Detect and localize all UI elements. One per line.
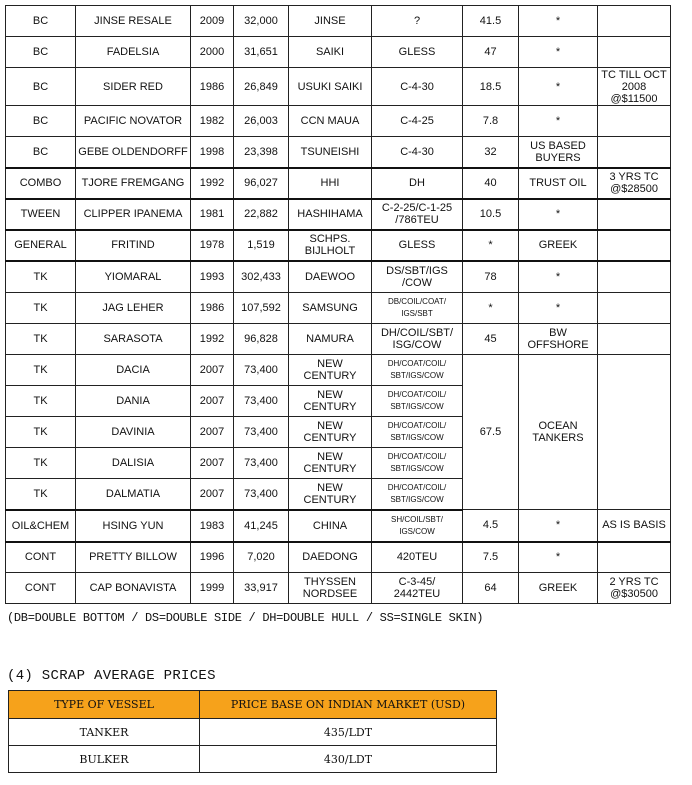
buyer-cell: TRUST OIL [519,168,598,199]
specification-cell: DH/COAT/COIL/ SBT/IGS/COW [372,355,463,386]
dwt-cell: 73,400 [234,448,289,479]
price-cell: 41.5 [463,6,519,37]
sale-row [6,137,671,168]
year-built-cell: 2007 [191,479,234,510]
price-cell: 47 [463,37,519,68]
vessel-type-cell: BC [6,37,76,68]
vessel-type-cell: COMBO [6,168,76,199]
vessel-type-cell: BULKER [9,746,200,773]
year-built-cell: 1982 [191,106,234,137]
buyer-cell: * [519,6,598,37]
sale-row [6,6,671,37]
price-cell: 4.5 [463,510,519,542]
shipyard-cell: DAEWOO [289,261,372,293]
remarks-cell [598,6,671,37]
vessel-name-cell: GEBE OLDENDORFF [76,137,191,168]
vessel-type-cell: BC [6,6,76,37]
year-built-cell: 2009 [191,6,234,37]
buyer-cell: GREEK [519,573,598,604]
dwt-cell: 96,027 [234,168,289,199]
indian-market-price-header: PRICE BASE ON INDIAN MARKET (USD) [200,691,497,719]
dwt-cell: 7,020 [234,542,289,573]
year-built-cell: 1992 [191,168,234,199]
dwt-cell: 302,433 [234,261,289,293]
shipyard-cell: CCN MAUA [289,106,372,137]
shipyard-cell: THYSSEN NORDSEE [289,573,372,604]
shipyard-cell: TSUNEISHI [289,137,372,168]
vessel-name-cell: DALMATIA [76,479,191,510]
buyer-cell: * [519,261,598,293]
sale-row [6,510,671,542]
buyer-cell: US BASED BUYERS [519,137,598,168]
remarks-cell [598,261,671,293]
price-cell: * [463,293,519,324]
vessel-name-cell: JAG LEHER [76,293,191,324]
shipyard-cell: NEW CENTURY [289,479,372,510]
specification-cell: C-4-30 [372,137,463,168]
year-built-cell: 1999 [191,573,234,604]
dwt-cell: 26,003 [234,106,289,137]
year-built-cell: 2007 [191,355,234,386]
vessel-type-header: TYPE OF VESSEL [9,691,200,719]
vessel-name-cell: FADELSIA [76,37,191,68]
sales-table [5,5,671,604]
year-built-cell: 1981 [191,199,234,230]
shipyard-cell: NEW CENTURY [289,417,372,448]
sale-row [6,542,671,573]
shipyard-cell: NEW CENTURY [289,448,372,479]
buyer-cell: * [519,106,598,137]
year-built-cell: 1983 [191,510,234,542]
shipyard-cell: JINSE [289,6,372,37]
year-built-cell: 1986 [191,68,234,106]
dwt-cell: 107,592 [234,293,289,324]
price-cell: 40 [463,168,519,199]
dwt-cell: 23,398 [234,137,289,168]
vessel-type-cell: CONT [6,542,76,573]
vessel-type-cell: BC [6,68,76,106]
remarks-cell: AS IS BASIS [598,510,671,542]
year-built-cell: 1986 [191,293,234,324]
dwt-cell: 96,828 [234,324,289,355]
vessel-name-cell: DALISIA [76,448,191,479]
scrap-price-cell: 435/LDT [200,719,497,746]
remarks-cell [598,37,671,68]
shipyard-cell: NEW CENTURY [289,386,372,417]
specification-cell: DS/SBT/IGS /COW [372,261,463,293]
remarks-cell [598,230,671,261]
specification-cell: DB/COIL/COAT/ IGS/SBT [372,293,463,324]
scrap-price-cell: 430/LDT [200,746,497,773]
year-built-cell: 2007 [191,386,234,417]
year-built-cell: 1998 [191,137,234,168]
vessel-name-cell: DACIA [76,355,191,386]
vessel-name-cell: HSING YUN [76,510,191,542]
shipyard-cell: NEW CENTURY [289,355,372,386]
remarks-cell: 2 YRS TC @$30500 [598,573,671,604]
dwt-cell: 73,400 [234,417,289,448]
sale-row [6,230,671,261]
scrap-row [9,746,497,773]
remarks-cell [598,137,671,168]
vessel-name-cell: SARASOTA [76,324,191,355]
year-built-cell: 1978 [191,230,234,261]
remarks-cell: TC TILL OCT 2008 @$11500 [598,68,671,106]
buyer-cell: * [519,37,598,68]
vessel-type-cell: CONT [6,573,76,604]
shipyard-cell: USUKI SAIKI [289,68,372,106]
sale-row [6,324,671,355]
buyer-cell: * [519,510,598,542]
buyer-cell: * [519,199,598,230]
sale-row [6,106,671,137]
vessel-type-cell: OIL&CHEM [6,510,76,542]
remarks-cell [598,355,671,510]
sale-row [6,199,671,230]
price-cell: 78 [463,261,519,293]
price-cell: 10.5 [463,199,519,230]
price-cell: 7.5 [463,542,519,573]
dwt-cell: 31,651 [234,37,289,68]
vessel-type-cell: TK [6,355,76,386]
specification-cell: DH/COAT/COIL/ SBT/IGS/COW [372,479,463,510]
year-built-cell: 1993 [191,261,234,293]
vessel-name-cell: PRETTY BILLOW [76,542,191,573]
buyer-cell: * [519,68,598,106]
price-cell: 32 [463,137,519,168]
vessel-name-cell: FRITIND [76,230,191,261]
dwt-cell: 32,000 [234,6,289,37]
scrap-header-row [9,691,497,719]
price-cell: 18.5 [463,68,519,106]
vessel-type-cell: TWEEN [6,199,76,230]
price-cell: 67.5 [463,355,519,510]
buyer-cell: * [519,542,598,573]
specification-cell: ? [372,6,463,37]
remarks-cell [598,542,671,573]
specification-cell: GLESS [372,230,463,261]
specification-cell: DH/COIL/SBT/ ISG/COW [372,324,463,355]
vessel-type-cell: BC [6,106,76,137]
specification-cell: DH/COAT/COIL/ SBT/IGS/COW [372,386,463,417]
vessel-name-cell: SIDER RED [76,68,191,106]
remarks-cell [598,293,671,324]
shipyard-cell: DAEDONG [289,542,372,573]
remarks-cell [598,324,671,355]
sale-row [6,573,671,604]
vessel-type-cell: GENERAL [6,230,76,261]
abbreviation-note: (DB=DOUBLE BOTTOM / DS=DOUBLE SIDE / DH=DOUBLE HULL / SS=SINGLE SKIN) [7,611,484,625]
year-built-cell: 2007 [191,417,234,448]
vessel-name-cell: CLIPPER IPANEMA [76,199,191,230]
dwt-cell: 73,400 [234,386,289,417]
shipyard-cell: SAIKI [289,37,372,68]
specification-cell: C-3-45/ 2442TEU [372,573,463,604]
vessel-name-cell: YIOMARAL [76,261,191,293]
sale-row [6,293,671,324]
specification-cell: 420TEU [372,542,463,573]
scrap-row [9,719,497,746]
year-built-cell: 2007 [191,448,234,479]
specification-cell: C-4-30 [372,68,463,106]
dwt-cell: 26,849 [234,68,289,106]
remarks-cell [598,199,671,230]
sale-row [6,168,671,199]
scrap-prices-heading: (4) SCRAP AVERAGE PRICES [7,668,216,684]
remarks-cell: 3 YRS TC @$28500 [598,168,671,199]
year-built-cell: 1996 [191,542,234,573]
specification-cell: C-2-25/C-1-25 /786TEU [372,199,463,230]
shipyard-cell: HHI [289,168,372,199]
sale-row [6,261,671,293]
buyer-cell: OCEAN TANKERS [519,355,598,510]
dwt-cell: 73,400 [234,355,289,386]
dwt-cell: 33,917 [234,573,289,604]
shipyard-cell: NAMURA [289,324,372,355]
vessel-type-cell: TK [6,417,76,448]
vessel-name-cell: PACIFIC NOVATOR [76,106,191,137]
vessel-name-cell: DANIA [76,386,191,417]
shipyard-cell: HASHIHAMA [289,199,372,230]
shipyard-cell: SCHPS. BIJLHOLT [289,230,372,261]
specification-cell: C-4-25 [372,106,463,137]
dwt-cell: 22,882 [234,199,289,230]
vessel-type-cell: TK [6,324,76,355]
specification-cell: GLESS [372,37,463,68]
vessel-name-cell: DAVINIA [76,417,191,448]
specification-cell: SH/COIL/SBT/ IGS/COW [372,510,463,542]
price-cell: 7.8 [463,106,519,137]
price-cell: 45 [463,324,519,355]
dwt-cell: 73,400 [234,479,289,510]
dwt-cell: 41,245 [234,510,289,542]
vessel-type-cell: TK [6,261,76,293]
vessel-type-cell: TK [6,386,76,417]
vessel-type-cell: TANKER [9,719,200,746]
sale-row [6,37,671,68]
vessel-name-cell: JINSE RESALE [76,6,191,37]
dwt-cell: 1,519 [234,230,289,261]
year-built-cell: 1992 [191,324,234,355]
year-built-cell: 2000 [191,37,234,68]
shipyard-cell: CHINA [289,510,372,542]
specification-cell: DH [372,168,463,199]
vessel-type-cell: TK [6,448,76,479]
specification-cell: DH/COAT/COIL/ SBT/IGS/COW [372,448,463,479]
sale-row [6,68,671,106]
buyer-cell: * [519,293,598,324]
vessel-type-cell: TK [6,293,76,324]
vessel-name-cell: TJORE FREMGANG [76,168,191,199]
price-cell: * [463,230,519,261]
vessel-type-cell: BC [6,137,76,168]
scrap-prices-table [8,690,497,773]
shipyard-cell: SAMSUNG [289,293,372,324]
vessel-name-cell: CAP BONAVISTA [76,573,191,604]
vessel-type-cell: TK [6,479,76,510]
buyer-cell: BW OFFSHORE [519,324,598,355]
price-cell: 64 [463,573,519,604]
buyer-cell: GREEK [519,230,598,261]
sale-row [6,355,671,386]
specification-cell: DH/COAT/COIL/ SBT/IGS/COW [372,417,463,448]
remarks-cell [598,106,671,137]
